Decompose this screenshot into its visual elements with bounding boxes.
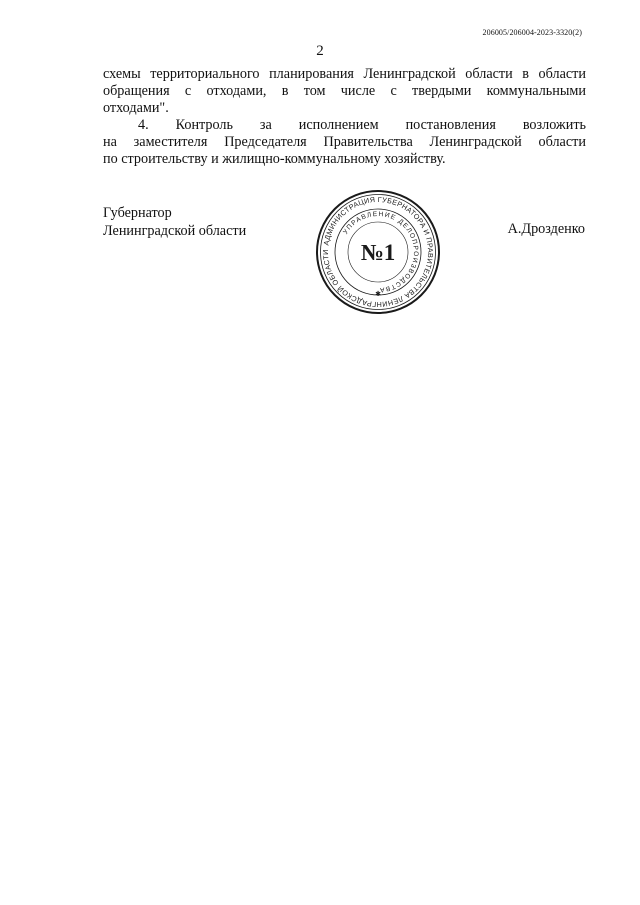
word: твердыми — [412, 83, 472, 99]
word: Ленинградской — [429, 134, 522, 150]
word: с — [390, 83, 397, 99]
signatory-title-line: Губернатор — [103, 205, 172, 221]
signatory-name: А.Дрозденко — [507, 221, 585, 237]
seal-star-icon: ✱ — [375, 290, 381, 298]
word: 4. — [138, 117, 149, 133]
seal-center-text: №1 — [360, 240, 396, 265]
official-seal — [314, 188, 442, 316]
word: планирования — [269, 66, 354, 82]
word: исполнением — [298, 117, 379, 133]
paragraph-line — [103, 83, 586, 100]
word: в — [281, 83, 289, 99]
word: возложить — [522, 117, 586, 133]
word: Правительства — [323, 134, 413, 150]
paragraph-line: по строительству и жилищно-коммунальному хозяйству. — [103, 151, 446, 167]
word: Председателя — [224, 134, 307, 150]
paragraph-line — [103, 134, 586, 151]
word: Ленинградской — [363, 66, 456, 82]
word: отходами, — [206, 83, 267, 99]
word: числе — [340, 83, 376, 99]
word: коммунальными — [486, 83, 586, 99]
paragraph-line — [103, 117, 586, 134]
word: на — [103, 134, 117, 150]
page-number: 2 — [316, 43, 324, 59]
word: постановления — [405, 117, 496, 133]
document-body — [103, 66, 586, 168]
document-id: 206005/206004-2023-3320(2) — [482, 28, 582, 37]
word: Контроль — [175, 117, 233, 133]
word: том — [303, 83, 326, 99]
word: территориального — [150, 66, 260, 82]
signatory-title — [103, 204, 246, 240]
word: обращения — [103, 83, 170, 99]
word: с — [184, 83, 192, 99]
seal-outer-text: АДМИНИСТРАЦИЯ ГУБЕРНАТОРА И ПРАВИТЕЛЬСТВА ЛЕНИНГРАДСКОЙ ОБЛАСТИ — [320, 194, 436, 310]
paragraph-line: отходами". — [103, 100, 169, 116]
word: области — [465, 66, 513, 82]
word: области — [538, 134, 586, 150]
word: за — [259, 117, 272, 133]
word: заместителя — [133, 134, 208, 150]
seal-inner-text: УПРАВЛЕНИЕ ДЕЛОПРОИЗВОДСТВА — [342, 210, 420, 294]
word: в — [522, 66, 529, 82]
signatory-title-line: Ленинградской области — [103, 223, 247, 239]
word: области — [538, 66, 586, 82]
paragraph-line — [103, 66, 586, 83]
word: схемы — [103, 66, 141, 82]
